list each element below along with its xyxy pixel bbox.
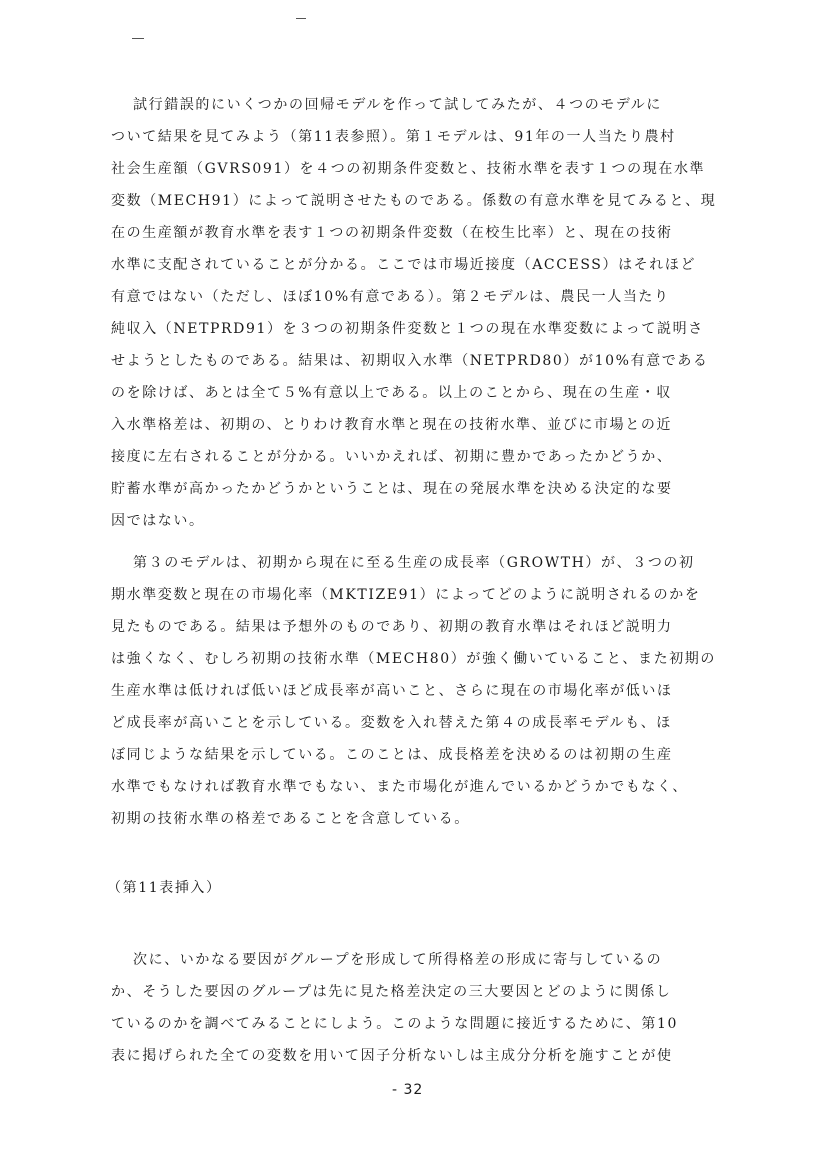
text-line: ど成長率が高いことを示している。変数を入れ替えた第４の成長率モデルも、ほ [111, 715, 672, 731]
text-line: は強くなく、むしろ初期の技術水準（MECH80）が強く働いていること、また初期の [111, 651, 717, 667]
text-line: 水準でもなければ教育水準でもない、また市場化が進んでいるかどうかでもなく、 [111, 779, 688, 795]
text-line: 生産水準は低ければ低いほど成長率が高いこと、さらに現在の市場化率が低いほ [111, 683, 673, 699]
text-line: ぼ同じような結果を示している。このことは、成長格差を決めるのは初期の生産 [111, 747, 673, 763]
text-line: ているのかを調べてみることにしよう。このような問題に接近するために、第10 [111, 1016, 679, 1032]
text-line: か、そうした要因のグループは先に見た格差決定の三大要因とどのように関係し [111, 984, 672, 1000]
text-line: 変数（MECH91）によって説明させたものである。係数の有意水準を見てみると、現 [111, 193, 717, 209]
text-line: せようとしたものである。結果は、初期収入水準（NETPRD80）が10%有意である [111, 353, 709, 369]
text-line: 期水準変数と現在の市場化率（MKTIZE91）によってどのように説明されるのかを [111, 587, 701, 603]
text-line: 社会生産額（GVRS091）を４つの初期条件変数と、技術水準を表す１つの現在水準 [111, 161, 706, 177]
scan-mark [132, 38, 144, 39]
text-line: 表に掲げられた全ての変数を用いて因子分析ないしは主成分分析を施すことが使 [111, 1048, 673, 1064]
text-line: 因ではない。 [111, 513, 205, 529]
text-line: 在の生産額が教育水準を表す１つの初期条件変数（在校生比率）と、現在の技術 [111, 225, 673, 241]
text-line: 水準に支配されていることが分かる。ここでは市場近接度（ACCESS）はそれほど [111, 257, 697, 273]
text-line: 試行錯誤的にいくつかの回帰モデルを作って試してみたが、４つのモデルに [133, 97, 662, 113]
table-insert-note: （第11表挿入） [107, 880, 222, 896]
text-line: 貯蓄水準が高かったかどうかということは、現在の発展水準を決める決定的な要 [111, 481, 673, 497]
scan-mark [296, 18, 306, 19]
page-number: - 32 [392, 1082, 424, 1098]
text-line: 有意ではない（ただし、ほぼ10%有意である）。第２モデルは、農民一人当たり [111, 289, 670, 305]
text-line: ついて結果を見てみよう（第11表参照）。第１モデルは、91年の一人当たり農村 [111, 129, 676, 145]
text-line: 接度に左右されることが分かる。いいかえれば、初期に豊かであったかどうか、 [111, 449, 673, 465]
text-line: 初期の技術水準の格差であることを含意している。 [111, 811, 470, 827]
text-line: 次に、いかなる要因がグループを形成して所得格差の形成に寄与しているの [133, 952, 663, 968]
text-line: 第３のモデルは、初期から現在に至る生産の成長率（GROWTH）が、３つの初 [133, 555, 695, 571]
text-line: 見たものである。結果は予想外のものであり、初期の教育水準はそれほど説明力 [111, 619, 673, 635]
text-line: のを除けば、あとは全て５%有意以上である。以上のことから、現在の生産・収 [111, 385, 672, 401]
text-line: 純収入（NETPRD91）を３つの初期条件変数と１つの現在水準変数によって説明さ [111, 321, 704, 337]
text-line: 入水準格差は、初期の、とりわけ教育水準と現在の技術水準、並びに市場との近 [111, 417, 673, 433]
